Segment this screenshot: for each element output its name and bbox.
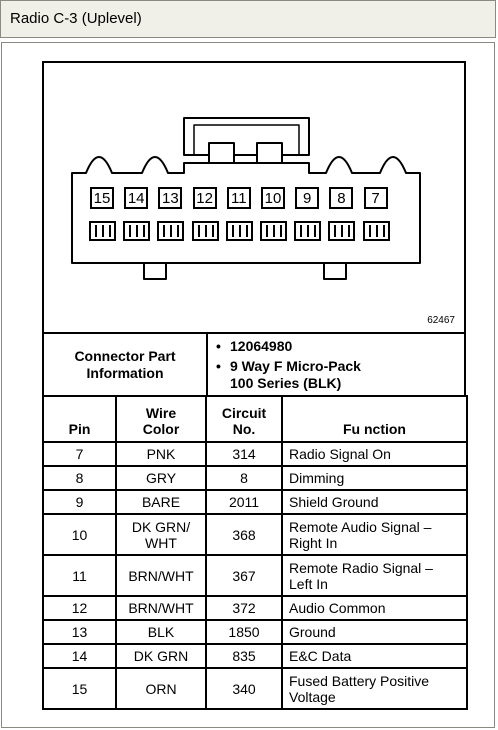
cell-function: Remote Radio Signal – Left In: [282, 555, 467, 596]
cell-function: Ground: [282, 620, 467, 644]
pin-cavity: [157, 221, 184, 241]
cavity-slot: [314, 225, 316, 237]
pin-number-label: 14: [127, 189, 145, 207]
cavity-slot: [369, 225, 371, 237]
pin-row: [90, 187, 420, 247]
pin-cavity: [89, 221, 116, 241]
pin-table-body: [43, 442, 467, 709]
pin-number-label: 9: [303, 189, 312, 207]
cavity-slot: [136, 225, 138, 237]
cavity-slot: [198, 225, 200, 237]
cavity-slot: [300, 225, 302, 237]
table-row: [43, 555, 467, 596]
pin-cavity: [192, 221, 219, 241]
cell-function: Radio Signal On: [282, 442, 467, 466]
cell-pin: 10: [43, 514, 116, 555]
pin-number-box: [193, 187, 217, 209]
cavity-slot: [273, 225, 275, 237]
header-bar: [0, 0, 496, 38]
cavity-slot: [376, 225, 378, 237]
cell-wire-color: BARE: [116, 490, 206, 514]
table-row: [43, 490, 467, 514]
table-row: [43, 620, 467, 644]
table-row: [43, 442, 467, 466]
cell-circuit: 368: [206, 514, 282, 555]
column-header-function: Fu nction: [282, 396, 467, 442]
connector-detail-item: [216, 358, 460, 392]
cell-circuit: 835: [206, 644, 282, 668]
connector-info-label: Connector Part Information: [44, 334, 208, 395]
pin-number-label: 12: [196, 189, 213, 207]
pin-cavity: [328, 221, 355, 241]
cell-function: Shield Ground: [282, 490, 467, 514]
cell-wire-color: DK GRN: [116, 644, 206, 668]
cavity-slot: [307, 225, 309, 237]
cavity-slot: [232, 225, 234, 237]
cavity-slot: [266, 225, 268, 237]
cell-circuit: 340: [206, 668, 282, 709]
cell-pin: 7: [43, 442, 116, 466]
cell-circuit: 314: [206, 442, 282, 466]
cavity-slot: [239, 225, 241, 237]
pin-number-box: [227, 187, 251, 209]
cell-wire-color: BLK: [116, 620, 206, 644]
page-title: Radio C-3 (Uplevel): [10, 10, 142, 27]
pin-cavity: [226, 221, 253, 241]
pin-cavity: [294, 221, 321, 241]
connector-figure: [42, 61, 466, 334]
table-header-row: [43, 396, 467, 442]
cell-pin: 13: [43, 620, 116, 644]
cavity-slot: [143, 225, 145, 237]
column-header-pin: Pin: [43, 396, 116, 442]
cavity-slot: [177, 225, 179, 237]
pin-number-label: 13: [162, 189, 179, 207]
connector-part-information: [42, 332, 466, 397]
pin-number-label: 15: [93, 189, 111, 207]
pin-cavity: [363, 221, 390, 241]
cell-function: Audio Common: [282, 596, 467, 620]
part-number: 12064980: [230, 338, 293, 354]
pin-number-box: [329, 187, 353, 209]
cell-pin: 11: [43, 555, 116, 596]
cell-pin: 12: [43, 596, 116, 620]
column-header-wire-color: Wire Color: [116, 396, 206, 442]
pin-table: [42, 395, 468, 710]
cell-wire-color: BRN/WHT: [116, 555, 206, 596]
cell-pin: 14: [43, 644, 116, 668]
cavity-slot: [129, 225, 131, 237]
pin-number-label: 10: [264, 189, 282, 207]
cell-pin: 8: [43, 466, 116, 490]
table-row: [43, 596, 467, 620]
cell-function: Dimming: [282, 466, 467, 490]
cell-wire-color: ORN: [116, 668, 206, 709]
cell-function: Remote Audio Signal – Right In: [282, 514, 467, 555]
cavity-slot: [280, 225, 282, 237]
pin-number-box: [90, 187, 114, 209]
table-row: [43, 514, 467, 555]
cavity-slot: [95, 225, 97, 237]
cell-pin: 9: [43, 490, 116, 514]
column-header-circuit: Circuit No.: [206, 396, 282, 442]
cavity-slot: [383, 225, 385, 237]
cavity-slot: [246, 225, 248, 237]
cell-circuit: 2011: [206, 490, 282, 514]
pin-number-label: 7: [371, 189, 380, 207]
connector-detail-item: [216, 338, 460, 355]
pin-number-box: [261, 187, 285, 209]
cavity-slot: [163, 225, 165, 237]
pin-number-box: [158, 187, 182, 209]
cell-wire-color: GRY: [116, 466, 206, 490]
pin-number-label: 8: [337, 189, 346, 207]
cavity-slot: [205, 225, 207, 237]
pin-cavity: [260, 221, 287, 241]
cavity-slot: [170, 225, 172, 237]
cell-wire-color: PNK: [116, 442, 206, 466]
cavity-slot: [341, 225, 343, 237]
pin-number-label: 11: [231, 189, 247, 207]
cell-function: E&C Data: [282, 644, 467, 668]
cell-circuit: 8: [206, 466, 282, 490]
cell-pin: 15: [43, 668, 116, 709]
table-row: [43, 644, 467, 668]
cavity-slot: [348, 225, 350, 237]
bullet-icon: •: [216, 338, 221, 354]
table-row: [43, 466, 467, 490]
cavity-slot: [102, 225, 104, 237]
cell-function: Fused Battery Positive Voltage: [282, 668, 467, 709]
table-row: [43, 668, 467, 709]
bullet-icon: •: [216, 358, 221, 374]
cell-wire-color: DK GRN/ WHT: [116, 514, 206, 555]
figure-id: 62467: [427, 315, 455, 326]
cavity-slot: [109, 225, 111, 237]
connector-type: 9 Way F Micro-Pack 100 Series (BLK): [230, 358, 361, 391]
cell-wire-color: BRN/WHT: [116, 596, 206, 620]
cavity-slot: [212, 225, 214, 237]
pin-number-box: [124, 187, 148, 209]
connector-info-details: [216, 338, 460, 395]
cell-circuit: 1850: [206, 620, 282, 644]
cavity-slot: [334, 225, 336, 237]
cell-circuit: 372: [206, 596, 282, 620]
pin-number-box: [295, 187, 319, 209]
cell-circuit: 367: [206, 555, 282, 596]
pin-number-box: [364, 187, 388, 209]
pin-cavity: [123, 221, 150, 241]
